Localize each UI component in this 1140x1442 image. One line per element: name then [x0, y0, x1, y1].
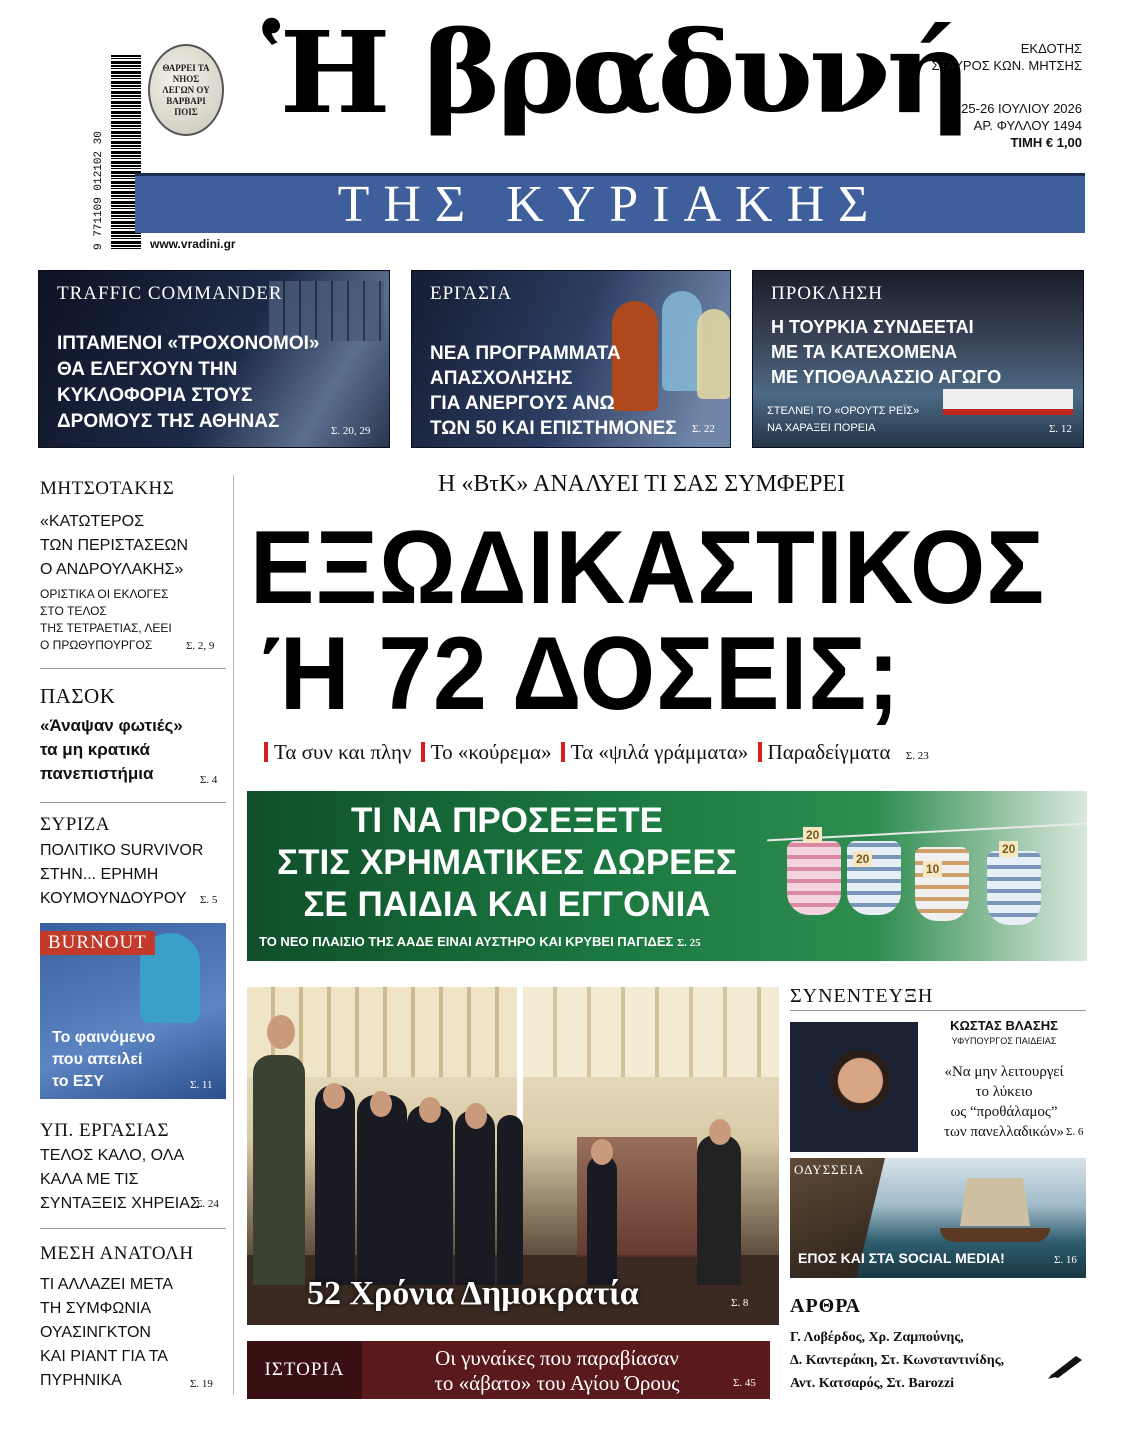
istoria-label: ΙΣΤΟΡΙΑ — [247, 1341, 362, 1399]
box-subtext-line: ΝΑ ΧΑΡΑΞΕΙ ΠΟΡΕΙΑ — [767, 422, 876, 434]
headline-line: ΤΗ ΣΥΜΦΩΝΙΑ — [40, 1300, 152, 1317]
page-ref: Σ. 24 — [196, 1198, 219, 1210]
banner-headline-line: ΤΙ ΝΑ ΠΡΟΣΕΞΕΤΕ — [351, 801, 663, 840]
ship-hull — [940, 1228, 1050, 1242]
person-head — [709, 1119, 731, 1145]
summary-line: ΤΗΣ ΤΕΤΡΑΕΤΙΑΣ, ΛΕΕΙ — [40, 621, 172, 635]
story-burnout[interactable] — [40, 923, 226, 1099]
main-subtopics — [260, 740, 929, 765]
headline-line: «ΚΑΤΩΤΕΡΟΣ — [40, 513, 144, 530]
page-ref: Σ. 25 — [676, 937, 701, 949]
subtopic: Τα «ψιλά γράμματα» — [570, 740, 749, 764]
page-ref: Σ. 2, 9 — [186, 640, 215, 652]
headline-line: ΤΙ ΑΛΛΑΖΕΙ ΜΕΤΑ — [40, 1276, 174, 1293]
quote-line: «Να μην λειτουργεί — [944, 1064, 1064, 1080]
box-headline-line: Η ΤΟΥΡΚΙΑ ΣΥΝΔΕΕΤΑΙ — [771, 317, 974, 337]
issue-date: 25-26 ΙΟΥΛΙΟΥ 2026 — [961, 101, 1082, 116]
box-headline-line: ΜΕ ΤΑ ΚΑΤΕΧΟΜΕΝΑ — [771, 342, 958, 362]
box-headline-line: ΑΠΑΣΧΟΛΗΣΗΣ — [430, 368, 573, 389]
story-istoria[interactable] — [247, 1341, 770, 1399]
page-ref: Σ. 8 — [731, 1297, 749, 1309]
person-figure — [455, 1110, 495, 1285]
page-ref: Σ. 12 — [1049, 423, 1072, 435]
quote-line: των πανελλαδικών» — [943, 1124, 1065, 1140]
issue-block — [961, 100, 1082, 151]
page-ref: Σ. 23 — [905, 750, 929, 762]
headline-line: ΚΑΙ ΡΙΑΝΤ ΓΙΑ ΤΑ — [40, 1348, 168, 1365]
issue-price: ΤΙΜΗ € 1,00 — [1010, 135, 1082, 150]
red-bullet — [421, 742, 425, 762]
divider — [40, 668, 226, 669]
box-headline-line: ΔΡΟΜΟΥΣ ΤΗΣ ΑΘΗΝΑΣ — [57, 411, 280, 432]
odysseia-headline: ΕΠΟΣ ΚΑΙ ΣΤΑ SOCIAL MEDIA! — [798, 1250, 1005, 1266]
headline-line: ΣΤΗΝ... ΕΡΗΜΗ — [40, 866, 159, 883]
officer-figure — [253, 1055, 305, 1285]
headline-line: Ο ΑΝΔΡΟΥΛΑΚΗΣ» — [40, 561, 184, 578]
subtopic: Το «κούρεμα» — [430, 740, 552, 764]
headline-line: ΤΩΝ ΠΕΡΙΣΤΑΣΕΩΝ — [40, 537, 189, 554]
headline-line: ΚΟΥΜΟΥΝΔΟΥΡΟΥ — [40, 890, 187, 907]
coin-emblem: ΘΑΡΡΕΙ ΤΑ ΝΗΟΣ ΛΕΓΩΝ ΟΥ ΒΑΡΒΑΡΙ ΠΟΙΣ — [148, 44, 224, 136]
quote-line: το λύκειο — [975, 1084, 1033, 1100]
headline-line: που απειλεί — [52, 1051, 143, 1068]
red-bullet — [561, 742, 565, 762]
person-figure — [587, 1155, 617, 1285]
box-headline-line: ΙΠΤΑΜΕΝΟΙ «ΤΡΟΧΟΝΟΜΟΙ» — [57, 333, 320, 354]
column-rule — [233, 475, 234, 1395]
figure-blue — [662, 291, 702, 391]
box-label: TRAFFIC COMMANDER — [57, 283, 283, 304]
banner-note — [259, 934, 701, 949]
section-head-ergasias: ΥΠ. ΕΡΓΑΣΙΑΣ — [40, 1120, 170, 1141]
box-headline-line: ΚΥΚΛΟΦΟΡΙΑ ΣΤΟΥΣ — [57, 385, 253, 406]
arthra-authors[interactable] — [790, 1326, 1004, 1395]
publisher-name: ΣΤΑΥΡΟΣ ΚΩΝ. ΜΗΤΣΗΣ — [931, 58, 1082, 73]
banknote-tag: 10 — [923, 861, 942, 877]
mitsotakis-summary — [40, 586, 172, 654]
headline-line: τα μη κρατικά — [40, 740, 150, 759]
person-figure — [357, 1095, 407, 1285]
sock-image — [915, 847, 969, 921]
interviewee-role: ΥΦΥΠΟΥΡΓΟΣ ΠΑΙΔΕΙΑΣ — [951, 1036, 1057, 1046]
section-head-pasok: ΠΑΣΟΚ — [40, 684, 116, 708]
banner-headline-line: ΣΕ ΠΑΙΔΙΑ ΚΑΙ ΕΓΓΟΝΙΑ — [303, 885, 711, 924]
section-head-interview: ΣΥΝΕΝΤΕΥΞΗ — [790, 985, 934, 1007]
headline-line: ΠΥΡΗΝΙΚΑ — [40, 1372, 122, 1389]
figure-cream — [697, 309, 731, 399]
box-headline-line: ΝΕΑ ΠΡΟΓΡΑΜΜΑΤΑ — [430, 343, 621, 364]
story-odysseia[interactable] — [790, 1158, 1086, 1278]
syriza-headline[interactable] — [40, 839, 203, 911]
interviewee-name: ΚΩΣΤΑΣ ΒΛΑΣΗΣ — [950, 1018, 1058, 1033]
page-ref: Σ. 6 — [1066, 1126, 1084, 1138]
person-head — [370, 1091, 392, 1117]
interview-quote — [922, 1062, 1086, 1142]
person-head — [323, 1083, 345, 1109]
issue-number: ΑΡ. ΦΥΛΛΟΥ 1494 — [973, 118, 1082, 133]
sock-image — [787, 841, 841, 915]
banknote-tag: 20 — [999, 841, 1018, 857]
headline-line: ΚΑΛΑ ΜΕ ΤΙΣ — [40, 1171, 139, 1188]
newspaper-logo: Ἡ βραδυνή — [262, 8, 968, 139]
main-headline-line-2[interactable]: Ή 72 ΔΟΣΕΙΣ; — [262, 616, 901, 732]
main-headline-line-1[interactable]: ΕΞΩΔΙΚΑΣΤΙΚΟΣ — [250, 510, 1046, 626]
quote-line: ως “προθάλαμος” — [950, 1104, 1058, 1120]
divider — [40, 802, 226, 803]
story-ergasia[interactable] — [411, 270, 731, 448]
headline-line: «Άναψαν φωτιές» — [40, 716, 183, 735]
person-head — [267, 1015, 295, 1049]
burnout-headline — [52, 1027, 155, 1093]
fountain-pen-icon — [1046, 1350, 1086, 1380]
section-head-syriza: ΣΥΡΙΖΑ — [40, 814, 111, 835]
website[interactable]: www.vradini.gr — [150, 237, 236, 251]
section-head-mesi-anatoli: ΜΕΣΗ ΑΝΑΤΟΛΗ — [40, 1243, 194, 1264]
page-ref: Σ. 11 — [190, 1079, 213, 1091]
page-ref: Σ. 45 — [733, 1377, 756, 1389]
box-headline-line: ΓΙΑ ΑΝΕΡΓΟΥΣ ΑΝΩ — [430, 393, 615, 414]
person-figure — [315, 1085, 355, 1285]
page-ref: Σ. 22 — [692, 423, 715, 435]
summary-line: ΣΤΟ ΤΕΛΟΣ — [40, 604, 107, 618]
headline-line: το ΕΣΥ — [52, 1073, 104, 1090]
box-label: ΕΡΓΑΣΙΑ — [430, 283, 513, 304]
divider — [790, 1010, 1086, 1011]
headline-line: ΟΥΑΣΙΝΓΚΤΟΝ — [40, 1324, 151, 1341]
section-head-arthra: ΑΡΘΡΑ — [790, 1295, 861, 1317]
person-head — [465, 1103, 487, 1129]
box-subtext-line: ΣΤΕΛΝΕΙ ΤΟ «ΟΡΟΥΤΣ ΡΕΪΣ» — [767, 405, 920, 417]
headline-line: ΤΕΛΟΣ ΚΑΛΟ, ΟΛΑ — [40, 1147, 185, 1164]
authors-line: Γ. Λοβέρδος, Χρ. Ζαμπούνης, — [790, 1330, 964, 1345]
publisher-label: ΕΚΔΟΤΗΣ — [1020, 41, 1082, 56]
page-ref: Σ. 4 — [200, 774, 218, 786]
publisher-block — [932, 40, 1082, 74]
box-subtext — [767, 403, 919, 437]
subtopic: Τα συν και πλην — [274, 740, 412, 764]
democracy-photo[interactable] — [247, 987, 779, 1325]
interview-block[interactable] — [922, 1018, 1086, 1046]
section-head-mitsotakis: ΜΗΤΣΟΤΑΚΗΣ — [40, 478, 175, 499]
summary-line: Ο ΠΡΩΘΥΠΟΥΡΓΟΣ — [40, 638, 153, 652]
box-label: ΠΡΟΚΛΗΣΗ — [771, 283, 884, 304]
red-bullet — [758, 742, 762, 762]
sock-image — [987, 851, 1041, 925]
ergasias-headline[interactable] — [40, 1144, 200, 1216]
headline-line: ΣΥΝΤΑΞΕΙΣ ΧΗΡΕΙΑΣ — [40, 1195, 200, 1212]
headline-line: Το φαινόμενο — [52, 1029, 156, 1046]
logo-subtitle: ΤΗΣ ΚΥΡΙΑΚΗΣ — [337, 176, 883, 233]
box-headline-line: ΜΕ ΥΠΟΘΑΛΑΣΣΙΟ ΑΓΩΓΟ — [771, 367, 1002, 387]
money-gifts-banner[interactable] — [247, 791, 1087, 961]
headline-line: Οι γυναίκες που παραβίασαν — [435, 1346, 679, 1370]
ship-image — [943, 389, 1073, 415]
subtopic: Παραδείγματα — [767, 740, 891, 764]
person-head — [591, 1139, 613, 1165]
authors-line: Δ. Καντεράκη, Στ. Κωνσταντινίδης, — [790, 1353, 1005, 1368]
page-ref: Σ. 5 — [200, 894, 218, 906]
banknote-tag: 20 — [803, 827, 822, 843]
summary-line: ΟΡΙΣΤΙΚΑ ΟΙ ΕΚΛΟΓΕΣ — [40, 587, 169, 601]
authors-line: Αντ. Κατσαρός, Στ. Barozzi — [790, 1376, 955, 1391]
headline-line: ΠΟΛΙΤΙΚΟ SURVIVOR — [40, 842, 204, 859]
banknote-tag: 20 — [853, 851, 872, 867]
odysseia-label: ΟΔΥΣΣΕΙΑ — [794, 1162, 865, 1177]
story-proklisi[interactable] — [752, 270, 1084, 448]
story-traffic-commander[interactable] — [38, 270, 390, 448]
red-bullet — [264, 742, 268, 762]
person-figure — [497, 1115, 523, 1285]
box-headline-line: ΤΩΝ 50 ΚΑΙ ΕΠΙΣΤΗΜΟΝΕΣ — [430, 418, 677, 439]
headline-line: το «άβατο» του Αγίου Όρους — [434, 1371, 680, 1395]
page-ref: Σ. 19 — [190, 1378, 213, 1390]
interview-portrait — [790, 1022, 918, 1152]
box-headline-line: ΘΑ ΕΛΕΓΧΟΥΝ ΤΗΝ — [57, 359, 238, 380]
barcode-number: 9 771109 012102 30 — [93, 131, 105, 250]
person-figure — [697, 1135, 741, 1285]
person-head — [419, 1097, 441, 1123]
interior-wall — [523, 987, 779, 1077]
main-kicker: Η «ΒτΚ» ΑΝΑΛΥΕΙ ΤΙ ΣΑΣ ΣΥΜΦΕΡΕΙ — [438, 471, 846, 497]
headline-line: πανεπιστήμια — [40, 764, 154, 783]
divider — [40, 1228, 226, 1229]
page-ref: Σ. 16 — [1054, 1254, 1077, 1266]
burnout-label: BURNOUT — [40, 931, 155, 955]
photo-caption: 52 Χρόνια Δημοκρατία — [307, 1275, 639, 1312]
person-figure — [407, 1105, 453, 1285]
page-ref: Σ. 20, 29 — [331, 425, 371, 437]
mesi-headline[interactable] — [40, 1273, 173, 1393]
istoria-headline — [387, 1346, 727, 1396]
mitsotakis-headline[interactable] — [40, 510, 188, 582]
subtitle-band — [135, 173, 1085, 233]
banner-headline-line: ΣΤΙΣ ΧΡΗΜΑΤΙΚΕΣ ΔΩΡΕΕΣ — [277, 843, 737, 882]
banner-note-text: ΤΟ ΝΕΟ ΠΛΑΙΣΙΟ ΤΗΣ ΑΑΔΕ ΕΙΝΑΙ ΑΥΣΤΗΡΟ ΚΑΙ ΚΡΥΒΕΙ ΠΑΓΙΔΕΣ — [259, 934, 674, 949]
pasok-headline[interactable] — [40, 714, 183, 786]
